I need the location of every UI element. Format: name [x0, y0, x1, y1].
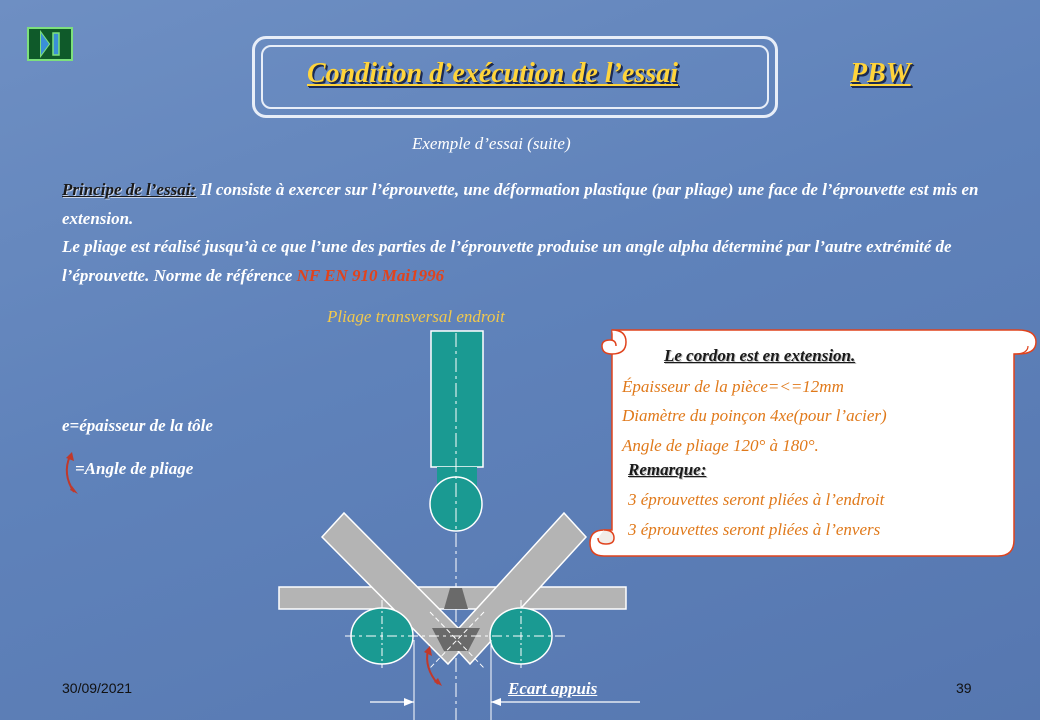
principle-text-2: Le pliage est réalisé jusqu’à ce que l’une des parties de l’éprouvette produise un angle alpha déterminé par l’autre extrémité de l’éprouvette. Norme de référence: [62, 237, 952, 285]
remark-line-1: 3 éprouvettes seront pliées à l’endroit: [628, 490, 885, 509]
page-number: 39: [956, 680, 972, 696]
bend-angle-arc-icon: [427, 650, 438, 684]
page-title: Condition d’exécution de l’essai: [307, 58, 678, 89]
principle-label: Principe de l’essai:: [62, 180, 197, 199]
angle-label: =Angle de pliage: [75, 459, 194, 478]
note-line-1: Épaisseur de la pièce=<=12mm: [622, 377, 844, 396]
angle-arrow-icon: [67, 456, 74, 492]
remark-line-2: 3 éprouvettes seront pliées à l’envers: [628, 520, 881, 539]
remark-label: Remarque:: [628, 460, 707, 479]
subtitle: Exemple d’essai (suite): [412, 134, 571, 153]
note-heading: Le cordon est en extension.: [664, 346, 856, 365]
gap-label: Ecart appuis: [508, 679, 598, 698]
thickness-label: e=épaisseur de la tôle: [62, 416, 213, 435]
principle-text-1: Il consiste à exercer sur l’éprouvette, une déformation plastique (par pliage) une face de l’éprouvette est mis en extension.: [62, 180, 979, 228]
punch-rod: [431, 331, 483, 467]
note-line-3: Angle de pliage 120° à 180°.: [622, 436, 819, 455]
procedure-code: PBW: [850, 58, 911, 89]
note-line-2: Diamètre du poinçon 4xe(pour l’acier): [622, 406, 887, 425]
diagram-title: Pliage transversal endroit: [327, 307, 505, 326]
reference-standard: NF EN 910 Mai1996: [296, 265, 445, 285]
footer-date: 30/09/2021: [62, 680, 133, 696]
